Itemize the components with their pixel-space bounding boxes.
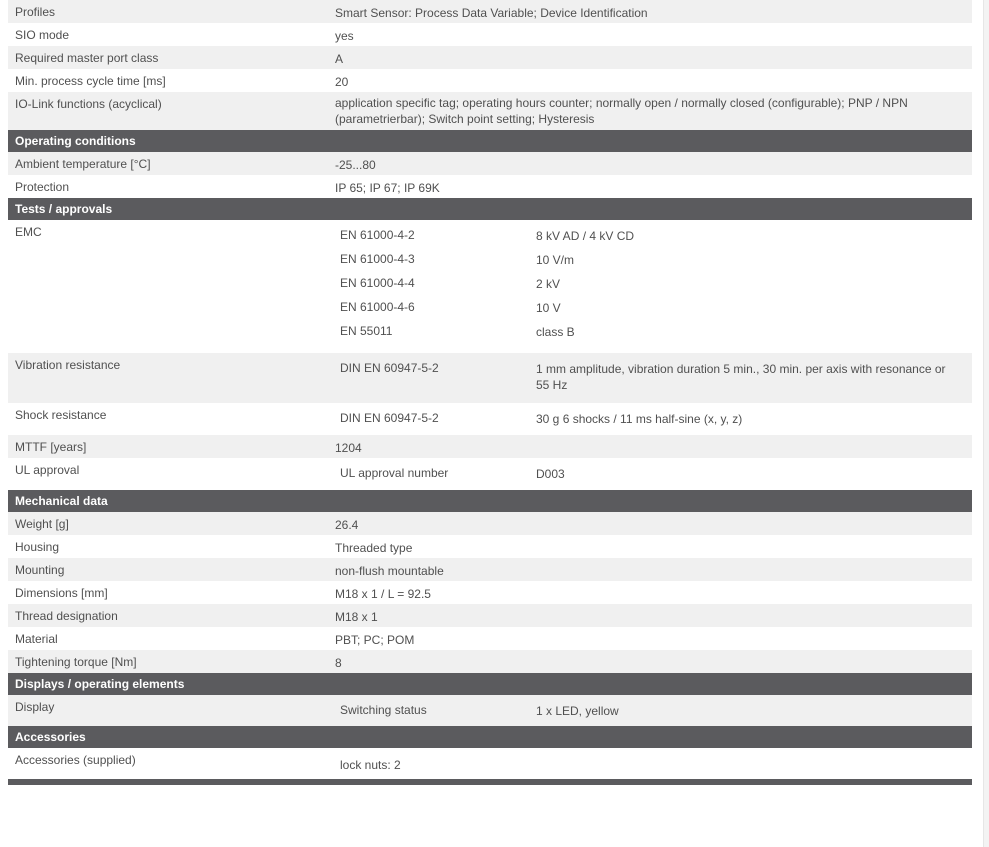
spec-row-accessories-supplied — [8, 748, 972, 779]
spec-value: A — [335, 52, 344, 66]
spec-row-sio-mode — [8, 23, 972, 46]
spec-label: Min. process cycle time [ms] — [15, 74, 166, 88]
spec-label: Vibration resistance — [15, 358, 121, 372]
section-title: Displays / operating elements — [15, 677, 185, 691]
ul-detail — [340, 458, 970, 490]
spec-label: Display — [15, 700, 55, 714]
spec-value: 1204 — [335, 441, 362, 455]
emc-standard: EN 61000-4-4 — [340, 276, 415, 290]
emc-item — [340, 316, 970, 340]
spec-label: Mounting — [15, 563, 65, 577]
spec-label: Material — [15, 632, 58, 646]
emc-value: 10 V — [536, 301, 561, 315]
vibration-value: 1 mm amplitude, vibration duration 5 min., 30 min. per axis with resonance or 55 Hz — [536, 362, 946, 392]
shock-value: 30 g 6 shocks / 11 ms half-sine (x, y, z) — [536, 412, 743, 426]
spec-row-display — [8, 695, 972, 726]
spec-row-protection — [8, 175, 972, 198]
emc-item — [340, 244, 970, 268]
accessories-value: lock nuts: 2 — [340, 758, 401, 772]
spec-label: IO-Link functions (acyclical) — [15, 97, 162, 111]
emc-standard: EN 61000-4-3 — [340, 252, 415, 266]
spec-label: Ambient temperature [°C] — [15, 157, 151, 171]
section-title: Operating conditions — [15, 134, 136, 148]
spec-value: 20 — [335, 75, 349, 89]
section-accessories — [8, 726, 972, 748]
section-displays-operating-elements — [8, 673, 972, 695]
vibration-detail — [340, 353, 970, 403]
spec-row-weight — [8, 512, 972, 535]
page-scrollbar[interactable] — [983, 0, 989, 847]
vibration-standard: DIN EN 60947-5-2 — [340, 361, 439, 375]
spec-row-emc — [8, 220, 972, 353]
spec-row-ambient-temperature — [8, 152, 972, 175]
shock-detail — [340, 403, 970, 435]
section-title: Accessories — [15, 730, 86, 744]
spec-row-mttf — [8, 435, 972, 458]
spec-row-mounting — [8, 558, 972, 581]
spec-label: Required master port class — [15, 51, 159, 65]
emc-value: 2 kV — [536, 277, 561, 291]
ul-value: D003 — [536, 467, 565, 481]
spec-value: M18 x 1 — [335, 610, 378, 624]
display-value: 1 x LED, yellow — [536, 704, 619, 718]
spec-value: 8 — [335, 656, 342, 670]
spec-value: non-flush mountable — [335, 564, 444, 578]
spec-label: Accessories (supplied) — [15, 753, 136, 767]
spec-label: UL approval — [15, 463, 80, 477]
spec-value: Smart Sensor: Process Data Variable; Device Identification — [335, 6, 648, 20]
emc-value: 8 kV AD / 4 kV CD — [536, 229, 635, 243]
spec-value: 26.4 — [335, 518, 359, 532]
spec-value: yes — [335, 29, 354, 43]
spec-label: Dimensions [mm] — [15, 586, 108, 600]
spec-label: Tightening torque [Nm] — [15, 655, 137, 669]
emc-standards-list — [340, 220, 970, 340]
spec-value: -25...80 — [335, 158, 376, 172]
spec-label: Profiles — [15, 5, 56, 19]
emc-value: 10 V/m — [536, 253, 575, 267]
spec-table — [8, 0, 972, 785]
spec-value: IP 65; IP 67; IP 69K — [335, 181, 440, 195]
emc-standard: EN 55011 — [340, 324, 393, 338]
spec-value: M18 x 1 / L = 92.5 — [335, 587, 431, 601]
spec-row-iolink-functions — [8, 92, 972, 130]
display-standard: Switching status — [340, 703, 427, 717]
spec-label: Housing — [15, 540, 60, 554]
spec-row-vibration-resistance — [8, 353, 972, 403]
section-mechanical-data — [8, 490, 972, 512]
ul-standard: UL approval number — [340, 466, 449, 480]
spec-value: PBT; PC; POM — [335, 633, 415, 647]
spec-label: SIO mode — [15, 28, 70, 42]
spec-row-dimensions — [8, 581, 972, 604]
emc-standard: EN 61000-4-2 — [340, 228, 415, 242]
section-title: Tests / approvals — [15, 202, 113, 216]
emc-item — [340, 268, 970, 292]
spec-label: Thread designation — [15, 609, 118, 623]
spec-label: EMC — [15, 225, 42, 239]
shock-standard: DIN EN 60947-5-2 — [340, 411, 439, 425]
spec-row-cycle-time — [8, 69, 972, 92]
spec-label: MTTF [years] — [15, 440, 87, 454]
accessories-detail — [340, 748, 970, 779]
section-title: Mechanical data — [15, 494, 108, 508]
spec-row-master-port-class — [8, 46, 972, 69]
spec-row-tightening-torque — [8, 650, 972, 673]
emc-item — [340, 220, 970, 244]
display-detail — [340, 695, 970, 726]
spec-row-thread-designation — [8, 604, 972, 627]
spec-label: Protection — [15, 180, 70, 194]
spec-label: Shock resistance — [15, 408, 107, 422]
emc-item — [340, 292, 970, 316]
spec-label: Weight [g] — [15, 517, 69, 531]
spec-row-housing — [8, 535, 972, 558]
section-operating-conditions — [8, 130, 972, 152]
spec-row-profiles — [8, 0, 972, 23]
section-next — [8, 779, 972, 785]
spec-value: Threaded type — [335, 541, 413, 555]
emc-value: class B — [536, 325, 575, 339]
section-tests-approvals — [8, 198, 972, 220]
spec-row-material — [8, 627, 972, 650]
spec-value: application specific tag; operating hours counter; normally open / normally closed (configurable); PNP / NPN (parametrierbar); Switch point setting; Hysteresis — [335, 96, 908, 126]
emc-standard: EN 61000-4-6 — [340, 300, 415, 314]
spec-row-ul-approval — [8, 458, 972, 490]
spec-row-shock-resistance — [8, 403, 972, 435]
